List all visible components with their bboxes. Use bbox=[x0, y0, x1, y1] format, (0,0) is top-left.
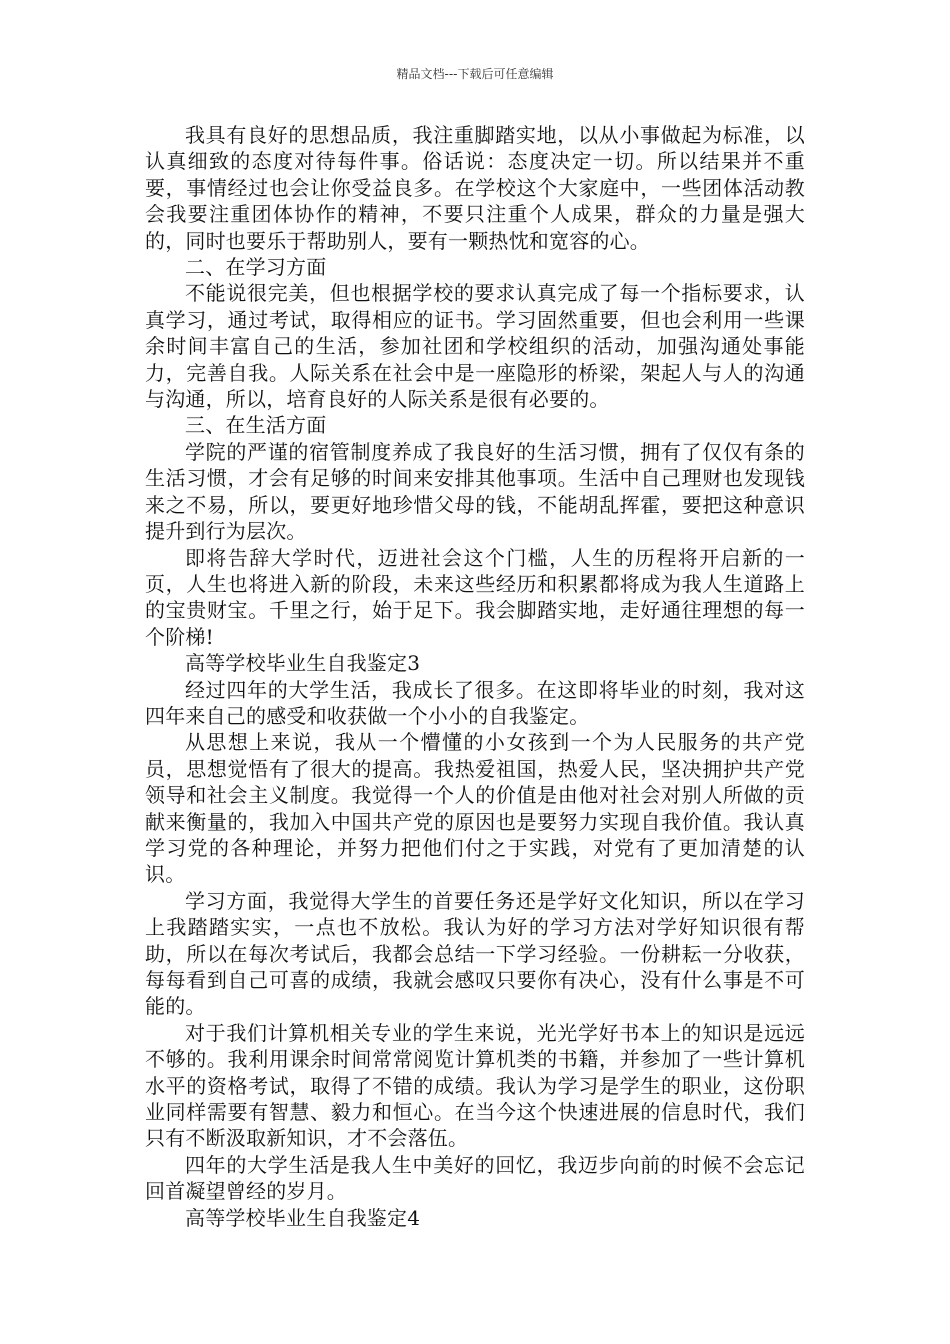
paragraph-life: 学院的严谨的宿管制度养成了我良好的生活习惯，拥有了仅仅有条的生活习惯，才会有足够的时间来安排其他事项。生活中自己理财也发现钱来之不易，所以，要更好地珍惜父母的钱，不能胡乱挥霍，要把这种意识提升到行为层次。 bbox=[145, 439, 805, 544]
paragraph-ideology: 从思想上来说，我从一个懵懂的小女孩到一个为人民服务的共产党员，思想觉悟有了很大的提高。我热爱祖国，热爱人民，坚决拥护共产党领导和社会主义制度。我觉得一个人的价值是由他对社会对别人所做的贡献来衡量的，我加入中国共产党的原因也是要努力实现自我价值。我认真学习党的各种理论，并努力把他们付之于实践，对党有了更加清楚的认识。 bbox=[145, 730, 805, 887]
page-header: 精品文档---下载后可任意编辑 bbox=[396, 67, 554, 81]
essay-title-4: 高等学校毕业生自我鉴定4 bbox=[185, 1205, 421, 1230]
paragraph-memories: 四年的大学生活是我人生中美好的回忆，我迈步向前的时候不会忘记回首凝望曾经的岁月。 bbox=[145, 1152, 805, 1204]
paragraph-computer-major: 对于我们计算机相关专业的学生来说，光光学好书本上的知识是远远不够的。我利用课余时间常常阅览计算机类的书籍，并参加了一些计算机水平的资格考试，取得了不错的成绩。我认为学习是学生的职业，这份职业同样需要有智慧、毅力和恒心。在当今这个快速进展的信息时代，我们只有不断汲取新知识，才不会落伍。 bbox=[145, 1020, 805, 1151]
section-heading-study: 二、在学习方面 bbox=[185, 255, 327, 280]
document-body bbox=[145, 122, 805, 1231]
paragraph-study: 不能说很完美，但也根据学校的要求认真完成了每一个指标要求，认真学习，通过考试，取得相应的证书。学习固然重要，但也会利用一些课余时间丰富自己的生活，参加社团和学校组织的活动，加强沟通处事能力，完善自我。人际关系在社会中是一座隐形的桥梁，架起人与人的沟通与沟通，所以，培育良好的人际关系是很有必要的。 bbox=[145, 281, 805, 412]
paragraph-character: 我具有良好的思想品质，我注重脚踏实地，以从小事做起为标准，以认真细致的态度对待每件事。俗话说：态度决定一切。所以结果并不重要，事情经过也会让你受益良多。在学校这个大家庭中，一些团体活动教会我要注重团体协作的精神，不要只注重个人成果，群众的力量是强大的，同时也要乐于帮助别人，要有一颗热忱和宽容的心。 bbox=[145, 123, 805, 253]
paragraph-intro-3: 经过四年的大学生活，我成长了很多。在这即将毕业的时刻，我对这四年来自己的感受和收获做一个小小的自我鉴定。 bbox=[145, 677, 805, 728]
section-heading-life: 三、在生活方面 bbox=[185, 413, 327, 438]
paragraph-learning: 学习方面，我觉得大学生的首要任务还是学好文化知识，所以在学习上我踏踏实实，一点也不放松。我认为好的学习方法对学好知识很有帮助，所以在每次考试后，我都会总结一下学习经验。一份耕耘一分收获，每每看到自己可喜的成绩，我就会感叹只要你有决心，没有什么事是不可能的。 bbox=[145, 888, 805, 1019]
paragraph-farewell: 即将告辞大学时代，迈进社会这个门槛，人生的历程将开启新的一页，人生也将进入新的阶段，未来这些经历和积累都将成为我人生道路上的宝贵财宝。千里之行，始于足下。我会脚踏实地，走好通往理想的每一个阶梯! bbox=[145, 545, 805, 649]
essay-title-3: 高等学校毕业生自我鉴定3 bbox=[185, 651, 421, 676]
